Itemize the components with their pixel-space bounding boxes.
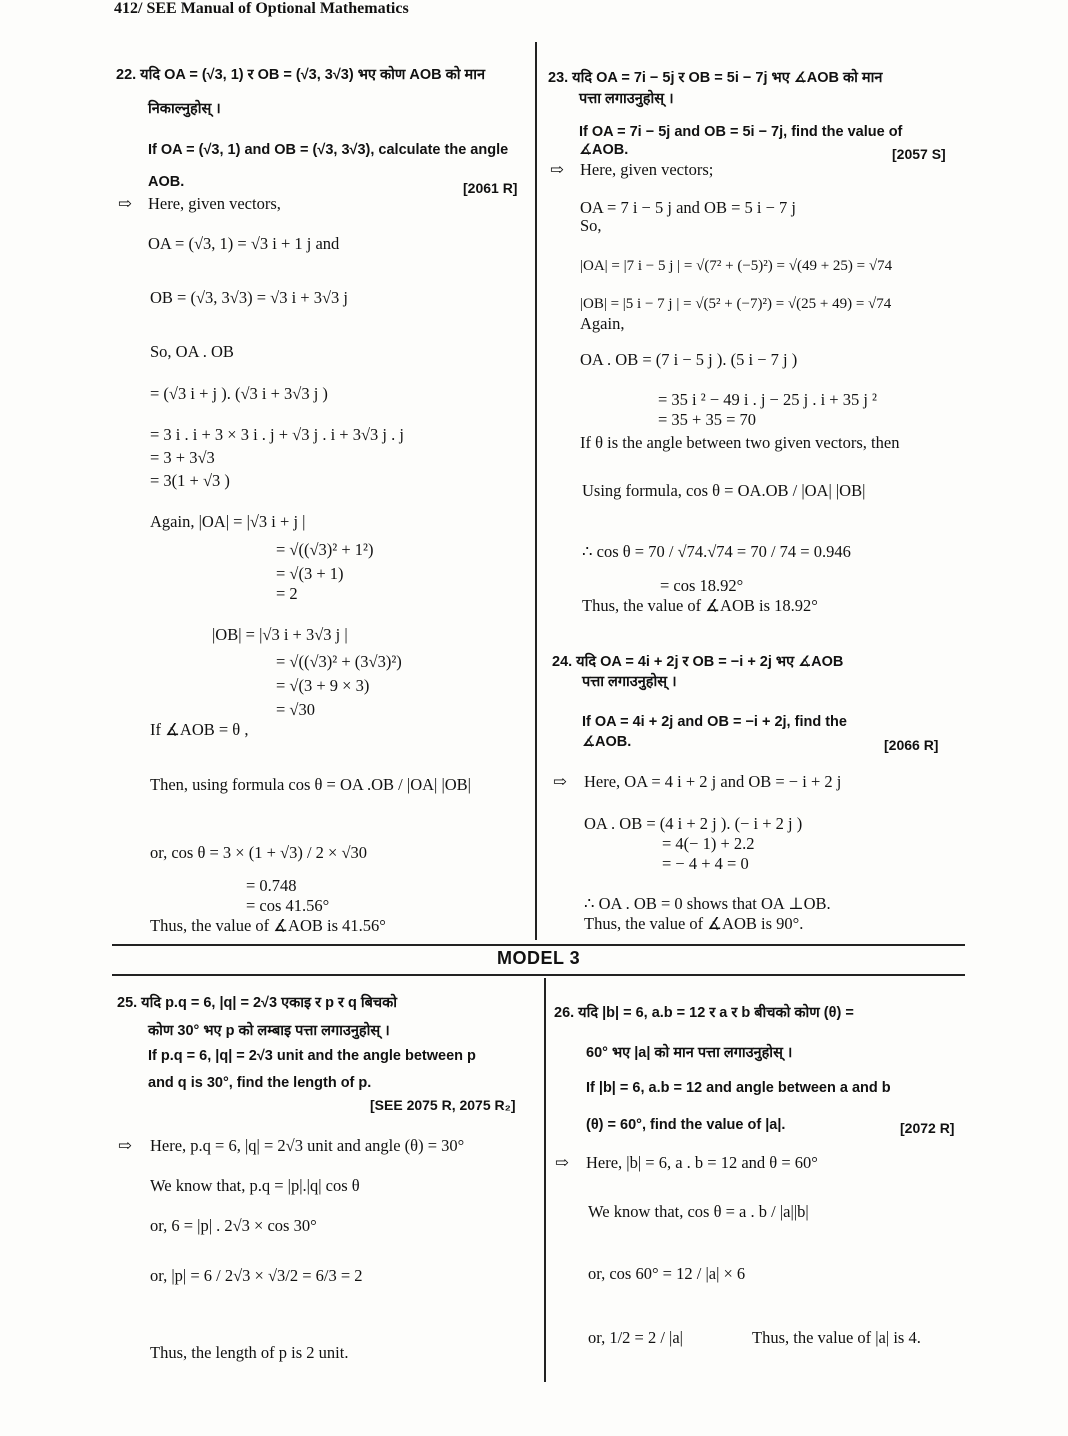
solution-arrow-icon: ⇨ [555,1153,569,1172]
q24-sol-0: Here, OA = 4 i + 2 j and OB = − i + 2 j [584,772,842,791]
q23-line4: ∡AOB. [579,142,629,158]
q22-sol-11: = 2 [276,584,298,603]
q22-sol-0: Here, given vectors, [148,194,281,213]
q23-sol-1: OA = 7 i − 5 j and OB = 5 i − 7 j [580,198,796,217]
q22-sol-1: OA = (√3, 1) = √3 i + 1 j and [148,234,340,253]
solution-arrow-icon: ⇨ [550,160,564,179]
q22-sol-3: So, OA . OB [150,342,234,361]
q23-sol-11: ∴ cos θ = 70 / √74.√74 = 70 / 74 = 0.946 [582,542,851,561]
solution-arrow-icon: ⇨ [118,1136,132,1155]
q25-line2: कोण 30° भए p को लम्बाइ पत्ता लगाउनुहोस् । [148,1023,390,1039]
q22-sol-15: = √30 [276,700,315,719]
q23-tag: [2057 S] [892,146,946,162]
q22-sol-20: = cos 41.56° [246,896,330,915]
q23-sol-0: Here, given vectors; [580,160,714,179]
q25-line3: If p.q = 6, |q| = 2√3 unit and the angle between p [148,1048,476,1064]
page-header: 412/ SEE Manual of Optional Mathematics [114,0,409,17]
model-divider-bottom [112,974,965,976]
q22-sol-13: = √((√3)² + (3√3)²) [276,652,402,671]
q25-tag: [SEE 2075 R, 2075 R₂] [370,1097,516,1113]
q26-line3: If |b| = 6, a.b = 12 and angle between a and b [586,1080,891,1096]
q24-line1: 24. यदि OA = 4i + 2j र OB = −i + 2j भए ∡AOB [552,654,844,670]
q25-line4: and q is 30°, find the length of p. [148,1075,372,1091]
q25-sol-4: Thus, the length of p is 2 unit. [150,1343,349,1362]
q22-sol-8: Again, |OA| = |√3 i + j | [150,512,306,531]
q26-sol-3: or, 1/2 = 2 / |a| [588,1328,683,1347]
q23-sol-3: |OA| = |7 i − 5 j | = √(7² + (−5)²) = √(49 + 25) = √74 [580,258,893,274]
q22-sol-16: If ∡AOB = θ , [150,720,249,739]
q22-line4: AOB. [148,174,185,190]
q22-sol-18: or, cos θ = 3 × (1 + √3) / 2 × √30 [150,843,368,862]
q26-sol-1: We know that, cos θ = a . b / |a||b| [588,1202,809,1221]
q25-sol-0: Here, p.q = 6, |q| = 2√3 unit and angle (θ) = 30° [150,1136,465,1155]
q24-sol-2: = 4(− 1) + 2.2 [662,834,755,853]
q26-line4: (θ) = 60°, find the value of |a|. [586,1117,786,1133]
q22-sol-19: = 0.748 [246,876,297,895]
q24-sol-5: Thus, the value of ∡AOB is 90°. [584,914,804,933]
q22-sol-17: Then, using formula cos θ = OA .OB / |OA| |OB| [150,775,471,794]
q22-line1: 22. यदि OA = (√3, 1) र OB = (√3, 3√3) भए कोण AOB को मान [116,67,486,83]
q23-line1: 23. यदि OA = 7i − 5j र OB = 5i − 7j भए ∡AOB को मान [548,70,883,86]
q22-sol-14: = √(3 + 9 × 3) [276,676,370,695]
q24-sol-4: ∴ OA . OB = 0 shows that OA ⊥OB. [584,894,831,913]
q23-sol-9: If θ is the angle between two given vectors, then [580,433,900,452]
q25-line1: 25. यदि p.q = 6, |q| = 2√3 एकाइ र p र q बिचको [117,995,397,1011]
q22-sol-21: Thus, the value of ∡AOB is 41.56° [150,916,386,935]
q23-line2: पत्ता लगाउनुहोस् । [579,91,674,107]
q23-sol-2: So, [580,216,602,235]
q22-line3: If OA = (√3, 1) and OB = (√3, 3√3), calculate the angle [148,142,509,158]
q22-sol-9: = √((√3)² + 1²) [276,540,374,559]
model-heading: MODEL 3 [497,948,581,968]
q23-sol-5: Again, [580,314,625,333]
q26-sol-4: Thus, the value of |a| is 4. [752,1328,921,1347]
q23-line3: If OA = 7i − 5j and OB = 5i − 7j, find the value of [579,124,903,140]
q22-sol-7: = 3(1 + √3 ) [150,471,230,490]
q26-sol-0: Here, |b| = 6, a . b = 12 and θ = 60° [586,1153,818,1172]
q23-sol-7: = 35 i ² − 49 i . j − 25 j . i + 35 j ² [658,390,877,409]
q22-sol-5: = 3 i . i + 3 × 3 i . j + √3 j . i + 3√3 j . j [150,425,404,444]
q22-line2: निकाल्नुहोस् । [148,101,221,117]
q22-sol-4: = (√3 i + j ). (√3 i + 3√3 j ) [150,384,328,403]
q23-sol-13: Thus, the value of ∡AOB is 18.92° [582,596,818,615]
q23-sol-12: = cos 18.92° [660,576,744,595]
q23-sol-8: = 35 + 35 = 70 [658,410,757,429]
q23-sol-10: Using formula, cos θ = OA.OB / |OA| |OB| [582,481,866,500]
q26-line1: 26. यदि |b| = 6, a.b = 12 र a र b बीचको कोण (θ) = [554,1005,854,1021]
q24-sol-1: OA . OB = (4 i + 2 j ). (− i + 2 j ) [584,814,803,833]
q22-tag: [2061 R] [463,180,518,196]
q24-line3: If OA = 4i + 2j and OB = −i + 2j, find the [582,714,847,730]
q24-sol-3: = − 4 + 4 = 0 [662,854,749,873]
q24-tag: [2066 R] [884,737,939,753]
q26-tag: [2072 R] [900,1120,955,1136]
q22-sol-2: OB = (√3, 3√3) = √3 i + 3√3 j [150,288,348,307]
q22-sol-10: = √(3 + 1) [276,564,344,583]
solution-arrow-icon: ⇨ [118,194,132,213]
q25-sol-2: or, 6 = |p| . 2√3 × cos 30° [150,1216,317,1235]
q24-line2: पत्ता लगाउनुहोस् । [582,674,677,690]
q22-sol-6: = 3 + 3√3 [150,448,215,467]
column-divider-top [535,42,537,940]
model-divider-left [112,944,965,946]
q25-sol-3: or, |p| = 6 / 2√3 × √3/2 = 6/3 = 2 [150,1266,363,1285]
q22-sol-12: |OB| = |√3 i + 3√3 j | [212,625,348,644]
column-divider-bottom [544,978,546,1382]
solution-arrow-icon: ⇨ [553,772,567,791]
q26-line2: 60° भए |a| को मान पत्ता लगाउनुहोस् । [586,1045,793,1061]
q23-sol-6: OA . OB = (7 i − 5 j ). (5 i − 7 j ) [580,350,798,369]
q25-sol-1: We know that, p.q = |p|.|q| cos θ [150,1176,360,1195]
q26-sol-2: or, cos 60° = 12 / |a| × 6 [588,1264,746,1283]
q23-sol-4: |OB| = |5 i − 7 j | = √(5² + (−7)²) = √(25 + 49) = √74 [580,296,892,312]
q24-line4: ∡AOB. [582,734,632,750]
